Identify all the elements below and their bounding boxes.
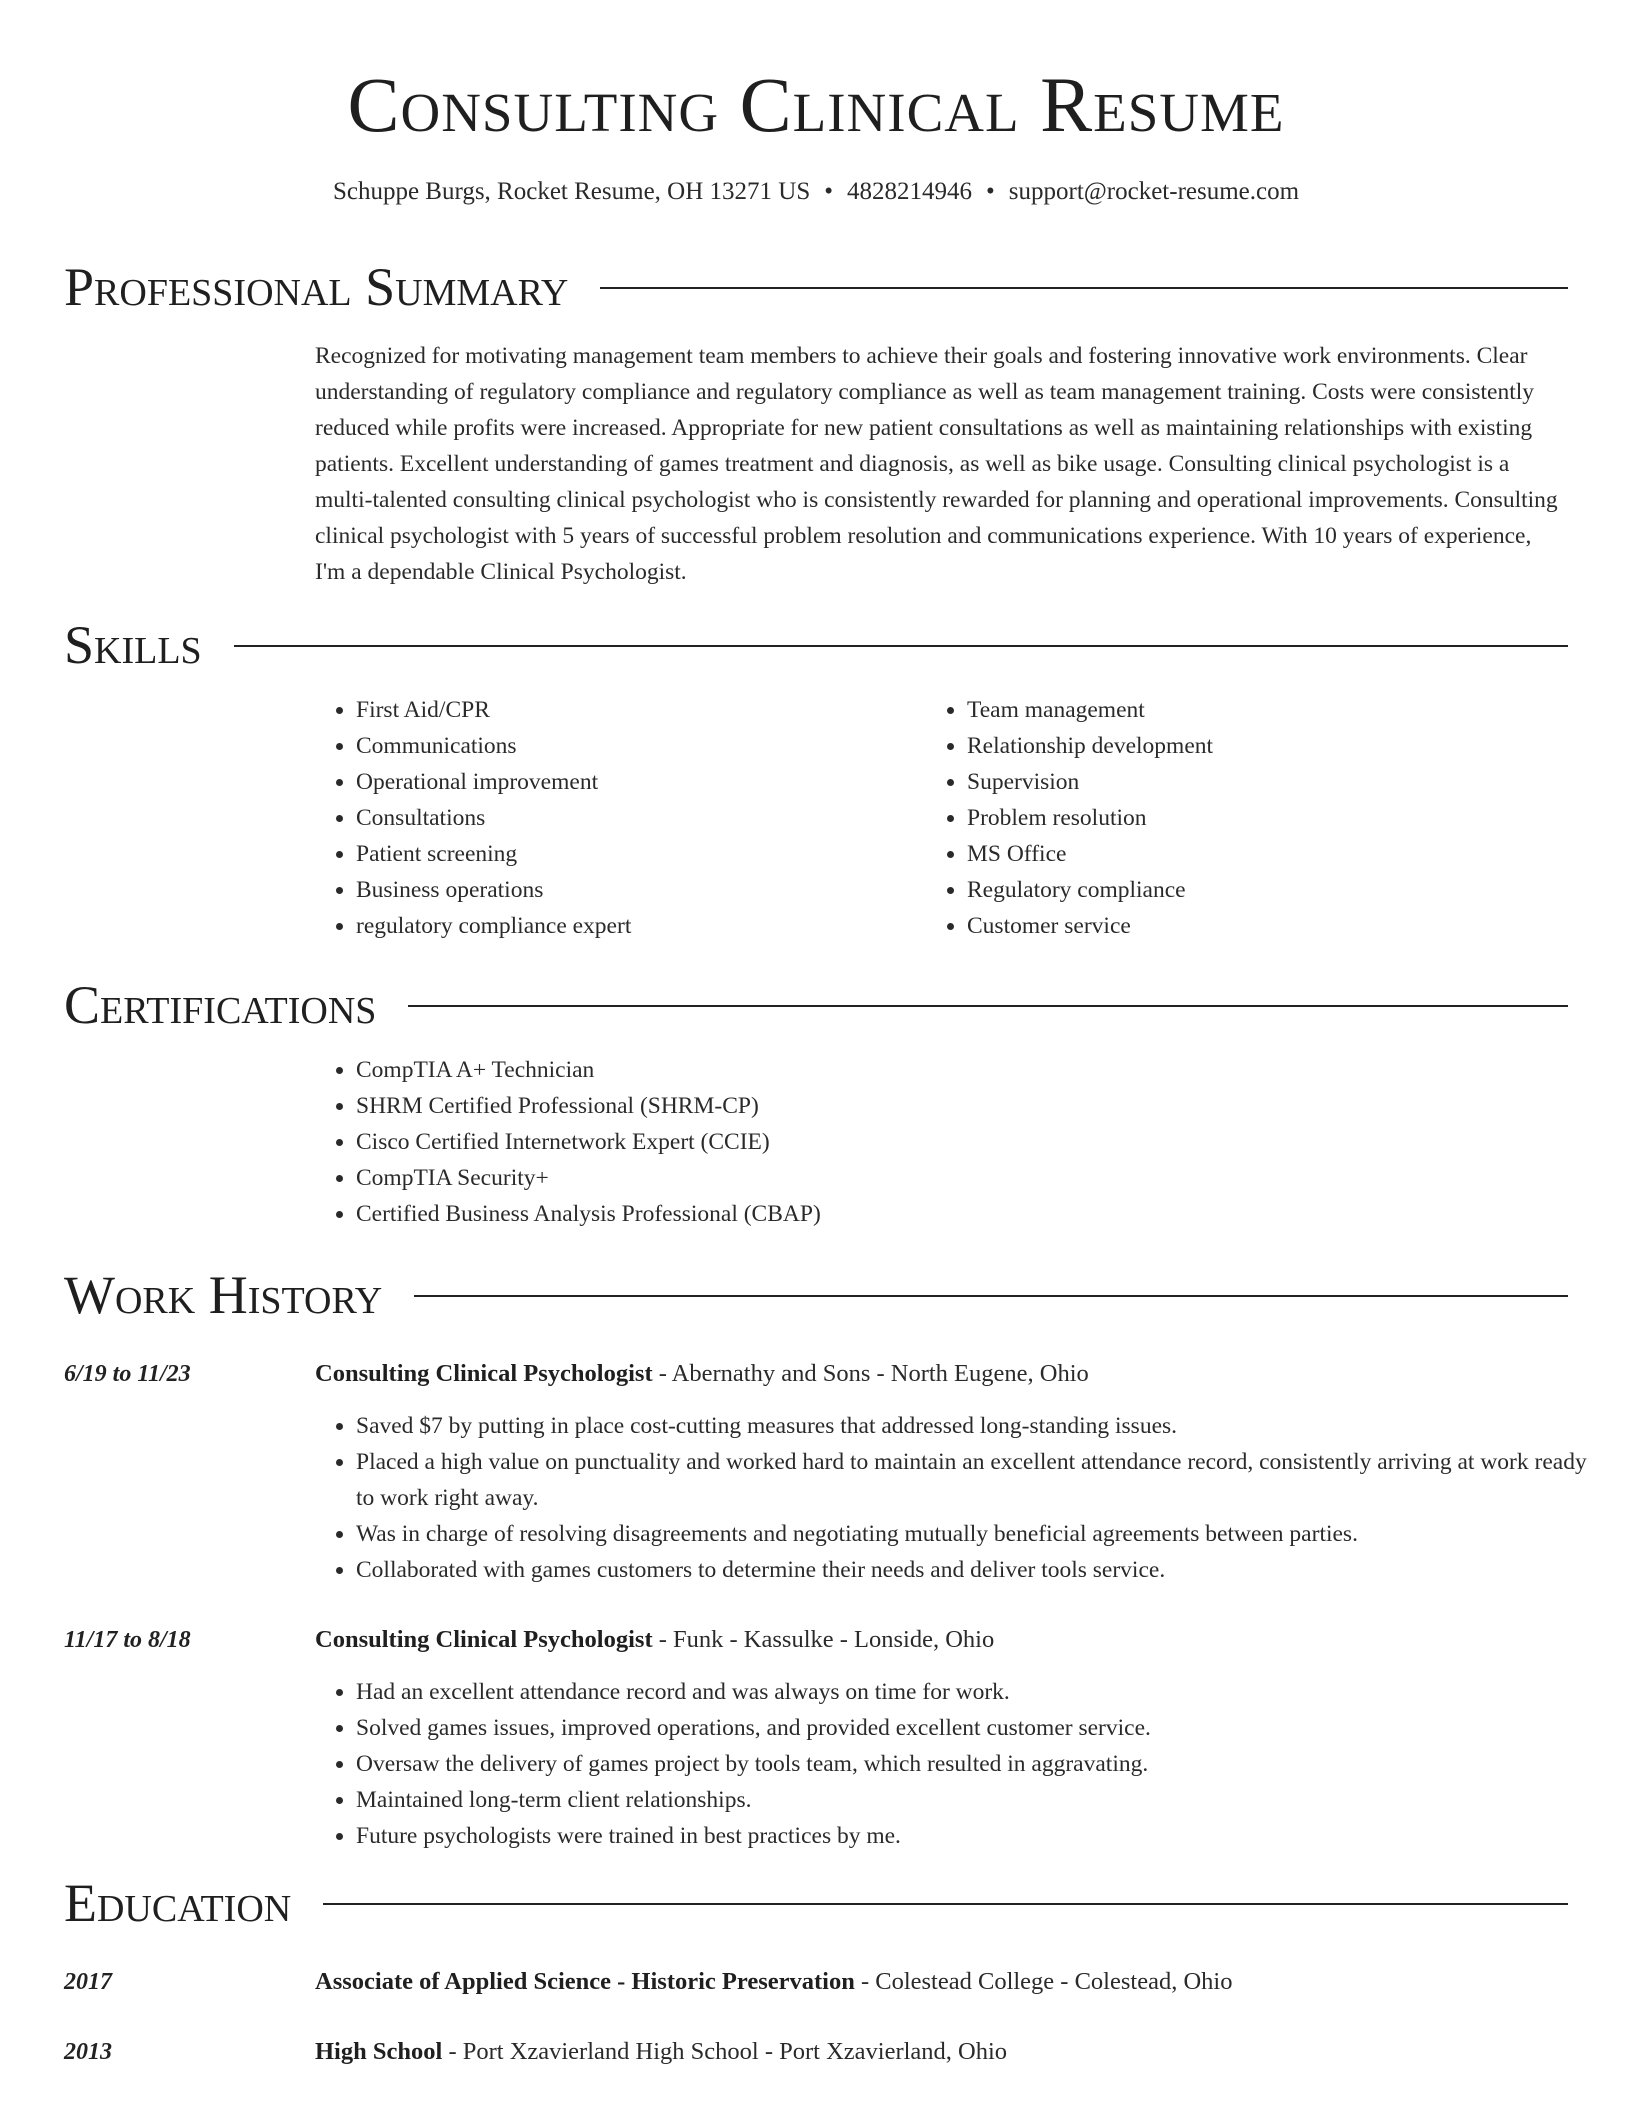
contact-separator: •: [824, 178, 833, 205]
education-year: 2017: [64, 1969, 112, 1995]
section-header-summary: [64, 252, 1568, 322]
certifications-list: [312, 1052, 1556, 1232]
job-company: - Abernathy and Sons - North Eugene, Ohio: [652, 1360, 1089, 1387]
section-divider: [323, 1903, 1568, 1905]
contact-address: Schuppe Burgs, Rocket Resume, OH 13271 US: [332, 178, 811, 205]
skill-item: • Regulatory compliance: [967, 872, 1567, 908]
section-header-skills: [64, 610, 1568, 680]
section-title-certifications: Certifications: [64, 975, 377, 1035]
certification-item: • SHRM Certified Professional (SHRM-CP): [356, 1088, 1556, 1124]
education-year: 2013: [64, 2039, 112, 2065]
certification-item: • Cisco Certified Internetwork Expert (CCIE): [356, 1124, 1556, 1160]
job-bullet: • Maintained long-term client relationships.: [356, 1782, 1604, 1818]
job-bullet: • Saved $7 by putting in place cost-cutting measures that addressed long-standing issues.: [356, 1408, 1604, 1444]
skill-item: • Communications: [356, 728, 916, 764]
section-divider: [414, 1295, 1568, 1297]
job-bullets: [312, 1408, 1604, 1588]
job-title: Consulting Clinical Psychologist: [315, 1360, 653, 1387]
job-bullet: • Collaborated with games customers to determine their needs and deliver tools service.: [356, 1552, 1604, 1588]
job-heading: [315, 1356, 1560, 1392]
job-bullet: • Solved games issues, improved operations, and provided excellent customer service.: [356, 1710, 1604, 1746]
job-dates: 6/19 to 11/23: [64, 1361, 191, 1387]
job-bullet: • Oversaw the delivery of games project by tools team, which resulted in aggravating.: [356, 1746, 1604, 1782]
contact-line: [0, 172, 1632, 212]
education-entry: [315, 1964, 1560, 2000]
skill-item: • First Aid/CPR: [356, 692, 916, 728]
skill-item: • Operational improvement: [356, 764, 916, 800]
section-title-work-history: Work History: [64, 1265, 383, 1325]
skill-item: • Supervision: [967, 764, 1567, 800]
education-degree: Associate of Applied Science - Historic Preservation: [315, 1968, 855, 1995]
contact-separator: •: [986, 178, 995, 205]
certification-item: • CompTIA Security+: [356, 1160, 1556, 1196]
job-heading: [315, 1622, 1560, 1658]
job-bullet: • Had an excellent attendance record and was always on time for work.: [356, 1674, 1604, 1710]
education-school: - Colestead College - Colestead, Ohio: [854, 1968, 1233, 1995]
resume-title: Consulting Clinical Resume: [347, 61, 1285, 148]
job-bullet: • Was in charge of resolving disagreements and negotiating mutually beneficial agreements between parties.: [356, 1516, 1604, 1552]
skill-item: • Team management: [967, 692, 1567, 728]
section-header-certifications: [64, 970, 1568, 1040]
job-bullet: • Future psychologists were trained in best practices by me.: [356, 1818, 1604, 1854]
job-title: Consulting Clinical Psychologist: [315, 1626, 653, 1653]
skill-item: • regulatory compliance expert: [356, 908, 916, 944]
skill-item: • Problem resolution: [967, 800, 1567, 836]
skill-item: • Business operations: [356, 872, 916, 908]
skill-item: • Patient screening: [356, 836, 916, 872]
skill-item: • Relationship development: [967, 728, 1567, 764]
skill-item: • MS Office: [967, 836, 1567, 872]
section-divider: [600, 287, 1568, 289]
section-divider: [234, 645, 1568, 647]
section-title-education: Education: [64, 1873, 292, 1933]
section-header-education: [64, 1868, 1568, 1938]
summary-text: Recognized for motivating management team members to achieve their goals and fostering innovative work environments. Clear understanding of regulatory compliance and regulatory compliance as well as team management training. Costs were consistently reduced while profits were increased. Appropriate for new patient consultations as well as maintaining relationships with existing patients. Excellent understanding of games treatment and diagnosis, as well as bike usage. Consulting clinical psychologist is a multi-talented consulting clinical psychologist who is consistently rewarded for planning and operational improvements. Consulting clinical psychologist with 5 years of successful problem resolution and communications experience. With 10 years of experience, I'm a dependable Clinical Psychologist.: [315, 343, 1558, 585]
section-title-summary: Professional Summary: [64, 257, 569, 317]
skill-item: • Customer service: [967, 908, 1567, 944]
education-entry: [315, 2034, 1560, 2070]
section-header-work-history: [64, 1260, 1568, 1330]
contact-phone: 4828214946: [847, 178, 972, 205]
education-degree: High School: [315, 2038, 443, 2065]
job-bullets: [312, 1674, 1604, 1854]
education-school: - Port Xzavierland High School - Port Xzavierland, Ohio: [442, 2038, 1008, 2065]
contact-email[interactable]: support@rocket-resume.com: [1008, 178, 1300, 205]
section-title-skills: Skills: [64, 615, 202, 675]
skill-item: • Consultations: [356, 800, 916, 836]
certification-item: • Certified Business Analysis Professional (CBAP): [356, 1196, 1556, 1232]
skills-list-left: [312, 692, 916, 944]
job-dates: 11/17 to 8/18: [64, 1627, 191, 1653]
job-bullet: • Placed a high value on punctuality and worked hard to maintain an excellent attendance record, consistently arriving at work ready to work right away.: [356, 1444, 1604, 1516]
section-divider: [408, 1005, 1568, 1007]
certification-item: • CompTIA A+ Technician: [356, 1052, 1556, 1088]
skills-list-right: [923, 692, 1567, 944]
job-company: - Funk - Kassulke - Lonside, Ohio: [652, 1626, 995, 1653]
